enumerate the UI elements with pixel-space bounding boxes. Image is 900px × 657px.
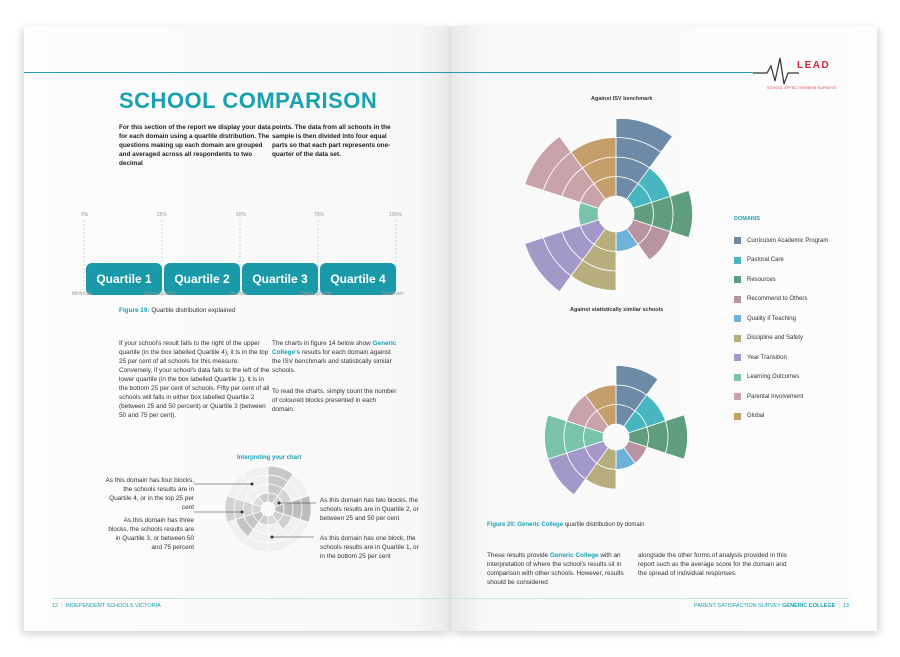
body-col2-school: Generic College's: [272, 340, 397, 356]
percent-label-25: 25%: [157, 212, 168, 218]
figure19-number: Figure 19:: [119, 307, 150, 314]
legend-swatch: [734, 393, 741, 400]
legend-item: [734, 348, 864, 368]
footer-left-text: INDEPENDENT SCHOOLS VICTORIA: [65, 603, 161, 609]
body-col1: If your school's result falls to the right of the upper quartile (in the box labelled Quartile 4), it is in the top 25 per cent of all schools for this measure. Conversely, if your school's data falls to the left of the lower quartile (in the box labelled Quartile 1), it is in the bottom 25 per cent of schools. Fifty per cent of all schools will falls in either box labelled Quartile 2 (between 25 and 50 percent) or Quartile 3 (between 50 and 75 per cent).: [119, 340, 270, 419]
legend-item: [734, 329, 864, 349]
label-upper-quartile: Upper quartile: [300, 291, 332, 297]
annotation-two-blocks: As this domain has two blocks, the schools results are in Quartile 2, or between 25 and 50 per cent: [320, 497, 419, 522]
body-col2-p2: To read the charts, simply count the number of coloured blocks presented in each domain.: [272, 388, 397, 413]
legend-label: Pastoral Care: [747, 257, 784, 264]
chart1-wedge-2-ring-3: [670, 190, 692, 237]
header-rule-right: [451, 72, 753, 73]
legend-swatch: [734, 237, 741, 244]
annotation-four-blocks: As this domain has four blocks, the schools results are in Quartile 4, or in the top 25 per cent: [105, 477, 194, 511]
right-body-col1-school: Generic College: [549, 552, 599, 559]
legend-item: [734, 368, 864, 388]
footer-right: PARENT SATISFACTION SURVEY GENERIC COLLEGE | 13: [694, 603, 849, 609]
chart1-wedge-3-ring-4: [661, 238, 707, 292]
lead-logo-text: LEAD: [797, 60, 831, 71]
quartile-2-box: Quartile 2: [164, 263, 240, 295]
figure20-number: Figure 20:: [487, 522, 516, 528]
domains-heading: DOMAINS: [734, 216, 760, 222]
chart1-wedge-4-ring-4: [616, 276, 672, 309]
legend-label: Year Transition: [747, 354, 787, 361]
legend-label: Parental Involvement: [747, 393, 804, 400]
chart2-wedge-9-ring-4: [563, 346, 616, 379]
chart2-wedge-1-ring-4: [658, 363, 703, 415]
label-median: Median: [230, 291, 247, 297]
label-minimum: Minimum: [72, 291, 93, 297]
chart2-wedge-2-ring-2: [647, 421, 668, 453]
label-lower-quartile: Lower quartile: [144, 291, 176, 297]
percent-label-100: 100%: [389, 212, 402, 218]
quartile-1-box: Quartile 1: [86, 263, 162, 295]
legend-item: [734, 407, 864, 427]
legend-label: Learning Outcomes: [747, 374, 800, 381]
legend-swatch: [734, 296, 741, 303]
figure19-caption: [119, 307, 236, 314]
legend-item: [734, 251, 864, 271]
chart2-wedge-4-ring-3: [616, 479, 658, 508]
legend-swatch: [734, 335, 741, 342]
interp-title: Interpreting your chart: [237, 455, 302, 461]
annotation-one-block: As this domain has one block, the schools results are in Quartile 1, or in the bottom 25 per cent: [320, 535, 419, 560]
annotation-three-blocks: As this domain has three blocks, the schools results are in Quartile 3, or between 50 and 75 percent: [108, 517, 194, 551]
legend-swatch: [734, 276, 741, 283]
chart1-wedge-7-ring-4: [521, 184, 543, 243]
footer-right-text: PARENT SATISFACTION SURVEY: [694, 603, 781, 609]
page-number-left: 12: [52, 603, 59, 609]
right-page: [451, 26, 877, 631]
quartile-4-box: Quartile 4: [320, 263, 396, 295]
chart1-isv-benchmark: [521, 119, 711, 309]
legend-item: [734, 309, 864, 329]
chart2-wedge-3-ring-4: [658, 459, 703, 511]
lead-logo-heartbeat-icon: [753, 56, 799, 86]
domains-legend: [734, 231, 864, 426]
percent-label-0: 0%: [81, 212, 89, 218]
legend-item: [734, 387, 864, 407]
right-body-col1-post: with an interpretation of where the school's results sit in comparison with other schools. However, results should be considered: [487, 552, 624, 586]
body-col2-pre: The charts in figure 14 below show: [272, 340, 371, 347]
legend-label: Resources: [747, 276, 776, 283]
legend-label: Discipline and Safety: [747, 335, 804, 342]
chart2-wedge-2-ring-3: [665, 415, 687, 459]
legend-item: [734, 290, 864, 310]
page-title: SCHOOL COMPARISON: [119, 88, 378, 113]
figure19-text: Quartile distribution explained: [151, 307, 236, 314]
intro-col1: For this section of the report we display your data for each domain using a quartile distribution. The questions making up each domain are grouped and averaged across all respondents to two decimal: [119, 124, 271, 167]
intro-col2: points. The data from all schools in the sample is then divided into four equal parts so that each part represents one-quarter of the data set.: [272, 124, 391, 158]
legend-label: Curriculum Academic Program: [747, 237, 829, 244]
figure20-caption: [487, 522, 644, 528]
label-maximum: Maximum: [382, 291, 404, 297]
body-col2-post: results for each domain against the ISV benchmark and statistically similar schools.: [272, 349, 392, 374]
chart2-title: Against statistically similar schools: [570, 307, 664, 313]
chart1-wedge-1-ring-4: [661, 136, 707, 190]
legend-swatch: [734, 413, 741, 420]
chart1-wedge-7-ring-3: [540, 190, 562, 237]
legend-swatch: [734, 315, 741, 322]
figure20-text: quartile distribution by domain: [564, 522, 645, 528]
right-body-col1-pre: These results provide: [487, 552, 549, 559]
footer-left: 12 | INDEPENDENT SCHOOLS VICTORIA: [52, 603, 161, 609]
page-number-right: 13: [842, 603, 849, 609]
left-page: [24, 26, 451, 631]
chart2-similar-schools: [521, 342, 711, 532]
legend-swatch: [734, 354, 741, 361]
chart1-wedge-4-ring-3: [616, 260, 661, 290]
header-rule: [24, 72, 451, 73]
lead-logo-subtitle: SCHOOL EFFECTIVENESS SURVEYS: [767, 86, 837, 90]
footer-right-school: GENERIC COLLEGE: [782, 603, 836, 609]
legend-swatch: [734, 257, 741, 264]
figure20-school: Generic College: [517, 522, 564, 528]
legend-item: [734, 270, 864, 290]
percent-label-75: 75%: [314, 212, 325, 218]
chart2-wedge-8-ring-4: [529, 363, 574, 415]
chart2-wedge-7-ring-3: [545, 415, 567, 459]
body-col2: [272, 339, 400, 375]
quartile-3-box: Quartile 3: [242, 263, 318, 295]
percent-label-50: 50%: [236, 212, 247, 218]
legend-swatch: [734, 374, 741, 381]
footer-rule-right: [451, 598, 849, 599]
footer-rule: [52, 598, 451, 599]
legend-item: [734, 231, 864, 251]
right-body-col2: alongside the other forms of analysis provided in this report such as the average score for the domain and the spread of individual responses.: [638, 552, 787, 577]
right-body-col1: [487, 551, 629, 587]
chart2-wedge-3-ring-3: [647, 453, 684, 495]
legend-label: Quality if Teaching: [747, 315, 796, 322]
chart1-title: Against ISV benchmark: [591, 96, 653, 102]
legend-label: Global: [747, 413, 765, 420]
legend-label: Recommend to Others: [747, 296, 808, 303]
